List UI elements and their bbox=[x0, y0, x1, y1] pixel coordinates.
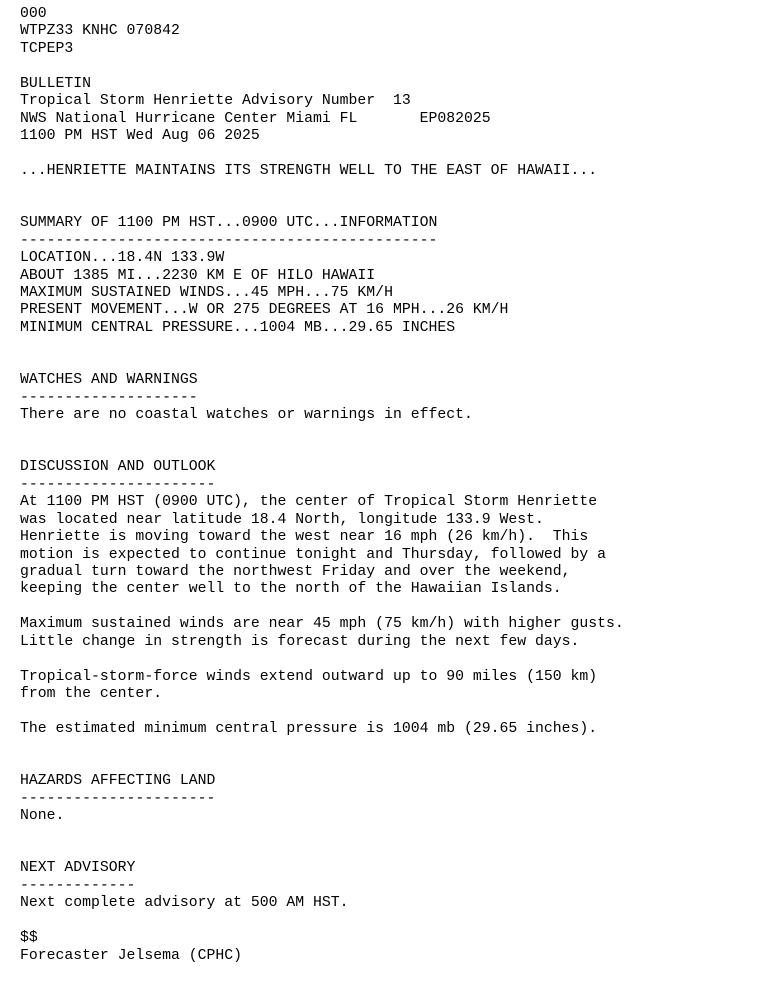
text-line: NWS National Hurricane Center Miami FL EP082025 bbox=[20, 110, 491, 127]
text-line: 000 bbox=[20, 6, 47, 22]
section-heading: WATCHES AND WARNINGS bbox=[20, 372, 198, 389]
text-line: Tropical-storm-force winds extend outward up to 90 miles (150 km) bbox=[20, 668, 598, 685]
blank-line bbox=[20, 826, 777, 843]
blank-line bbox=[20, 599, 777, 616]
blank-line bbox=[20, 355, 777, 372]
text-line: MAXIMUM SUSTAINED WINDS...45 MPH...75 KM/H bbox=[20, 285, 393, 301]
section-divider: ---------------------- bbox=[20, 790, 216, 807]
text-line: was located near latitude 18.4 North, longitude 133.9 West. bbox=[20, 511, 544, 528]
text-line: TCPEP3 bbox=[20, 40, 74, 57]
section-heading: HAZARDS AFFECTING LAND bbox=[20, 773, 216, 790]
issue-time: 1100 PM HST Wed Aug 06 2025 bbox=[20, 128, 260, 145]
blank-line bbox=[20, 913, 777, 930]
blank-line bbox=[20, 146, 777, 163]
blank-line bbox=[20, 425, 777, 442]
section-divider: ---------------------- bbox=[20, 476, 216, 493]
blank-line bbox=[20, 756, 777, 773]
blank-line bbox=[20, 651, 777, 668]
text-line: At 1100 PM HST (0900 UTC), the center of Tropical Storm Henriette bbox=[20, 494, 598, 511]
section-divider: -------------------- bbox=[20, 389, 198, 406]
blank-line bbox=[20, 337, 777, 354]
section-heading: DISCUSSION AND OUTLOOK bbox=[20, 459, 216, 476]
text-line: Maximum sustained winds are near 45 mph (75 km/h) with higher gusts. bbox=[20, 616, 624, 633]
text-line: motion is expected to continue tonight and Thursday, followed by a bbox=[20, 546, 607, 563]
blank-line bbox=[20, 180, 777, 197]
section-divider: ------------- bbox=[20, 877, 136, 894]
text-line: BULLETIN bbox=[20, 75, 92, 92]
text-line: keeping the center well to the north of the Hawaiian Islands. bbox=[20, 581, 562, 598]
text-line: None. bbox=[20, 808, 65, 825]
text-line: from the center. bbox=[20, 686, 163, 703]
text-line: LOCATION...18.4N 133.9W bbox=[20, 250, 225, 267]
text-line: Little change in strength is forecast during the next few days. bbox=[20, 633, 580, 650]
section-heading: NEXT ADVISORY bbox=[20, 860, 136, 877]
text-line: Next complete advisory at 500 AM HST. bbox=[20, 895, 349, 912]
text-line: ABOUT 1385 MI...2230 KM E OF HILO HAWAII bbox=[20, 267, 376, 284]
text-line: WTPZ33 KNHC 070842 bbox=[20, 23, 180, 40]
blank-line bbox=[20, 198, 777, 215]
text-line: $$ bbox=[20, 930, 38, 947]
section-divider: ----------------------------------------------- bbox=[20, 232, 438, 249]
headline: ...HENRIETTE MAINTAINS ITS STRENGTH WELL TO THE EAST OF HAWAII... bbox=[20, 162, 598, 179]
blank-line bbox=[20, 738, 777, 755]
blank-line bbox=[20, 442, 777, 459]
text-line: PRESENT MOVEMENT...W OR 275 DEGREES AT 16 MPH...26 KM/H bbox=[20, 302, 509, 319]
text-line: gradual turn toward the northwest Friday and over the weekend, bbox=[20, 564, 571, 580]
advisory-title: Tropical Storm Henriette Advisory Number 13 bbox=[20, 93, 411, 110]
blank-line bbox=[20, 843, 777, 860]
forecaster-signoff: Forecaster Jelsema (CPHC) bbox=[20, 947, 242, 964]
blank-line bbox=[20, 704, 777, 721]
text-line: The estimated minimum central pressure is 1004 mb (29.65 inches). bbox=[20, 720, 598, 737]
text-line: MINIMUM CENTRAL PRESSURE...1004 MB...29.65 INCHES bbox=[20, 319, 456, 336]
text-line: Henriette is moving toward the west near 16 mph (26 km/h). This bbox=[20, 529, 589, 546]
blank-line bbox=[20, 58, 777, 75]
text-line: There are no coastal watches or warnings in effect. bbox=[20, 407, 473, 424]
section-heading: SUMMARY OF 1100 PM HST...0900 UTC...INFORMATION bbox=[20, 215, 438, 232]
